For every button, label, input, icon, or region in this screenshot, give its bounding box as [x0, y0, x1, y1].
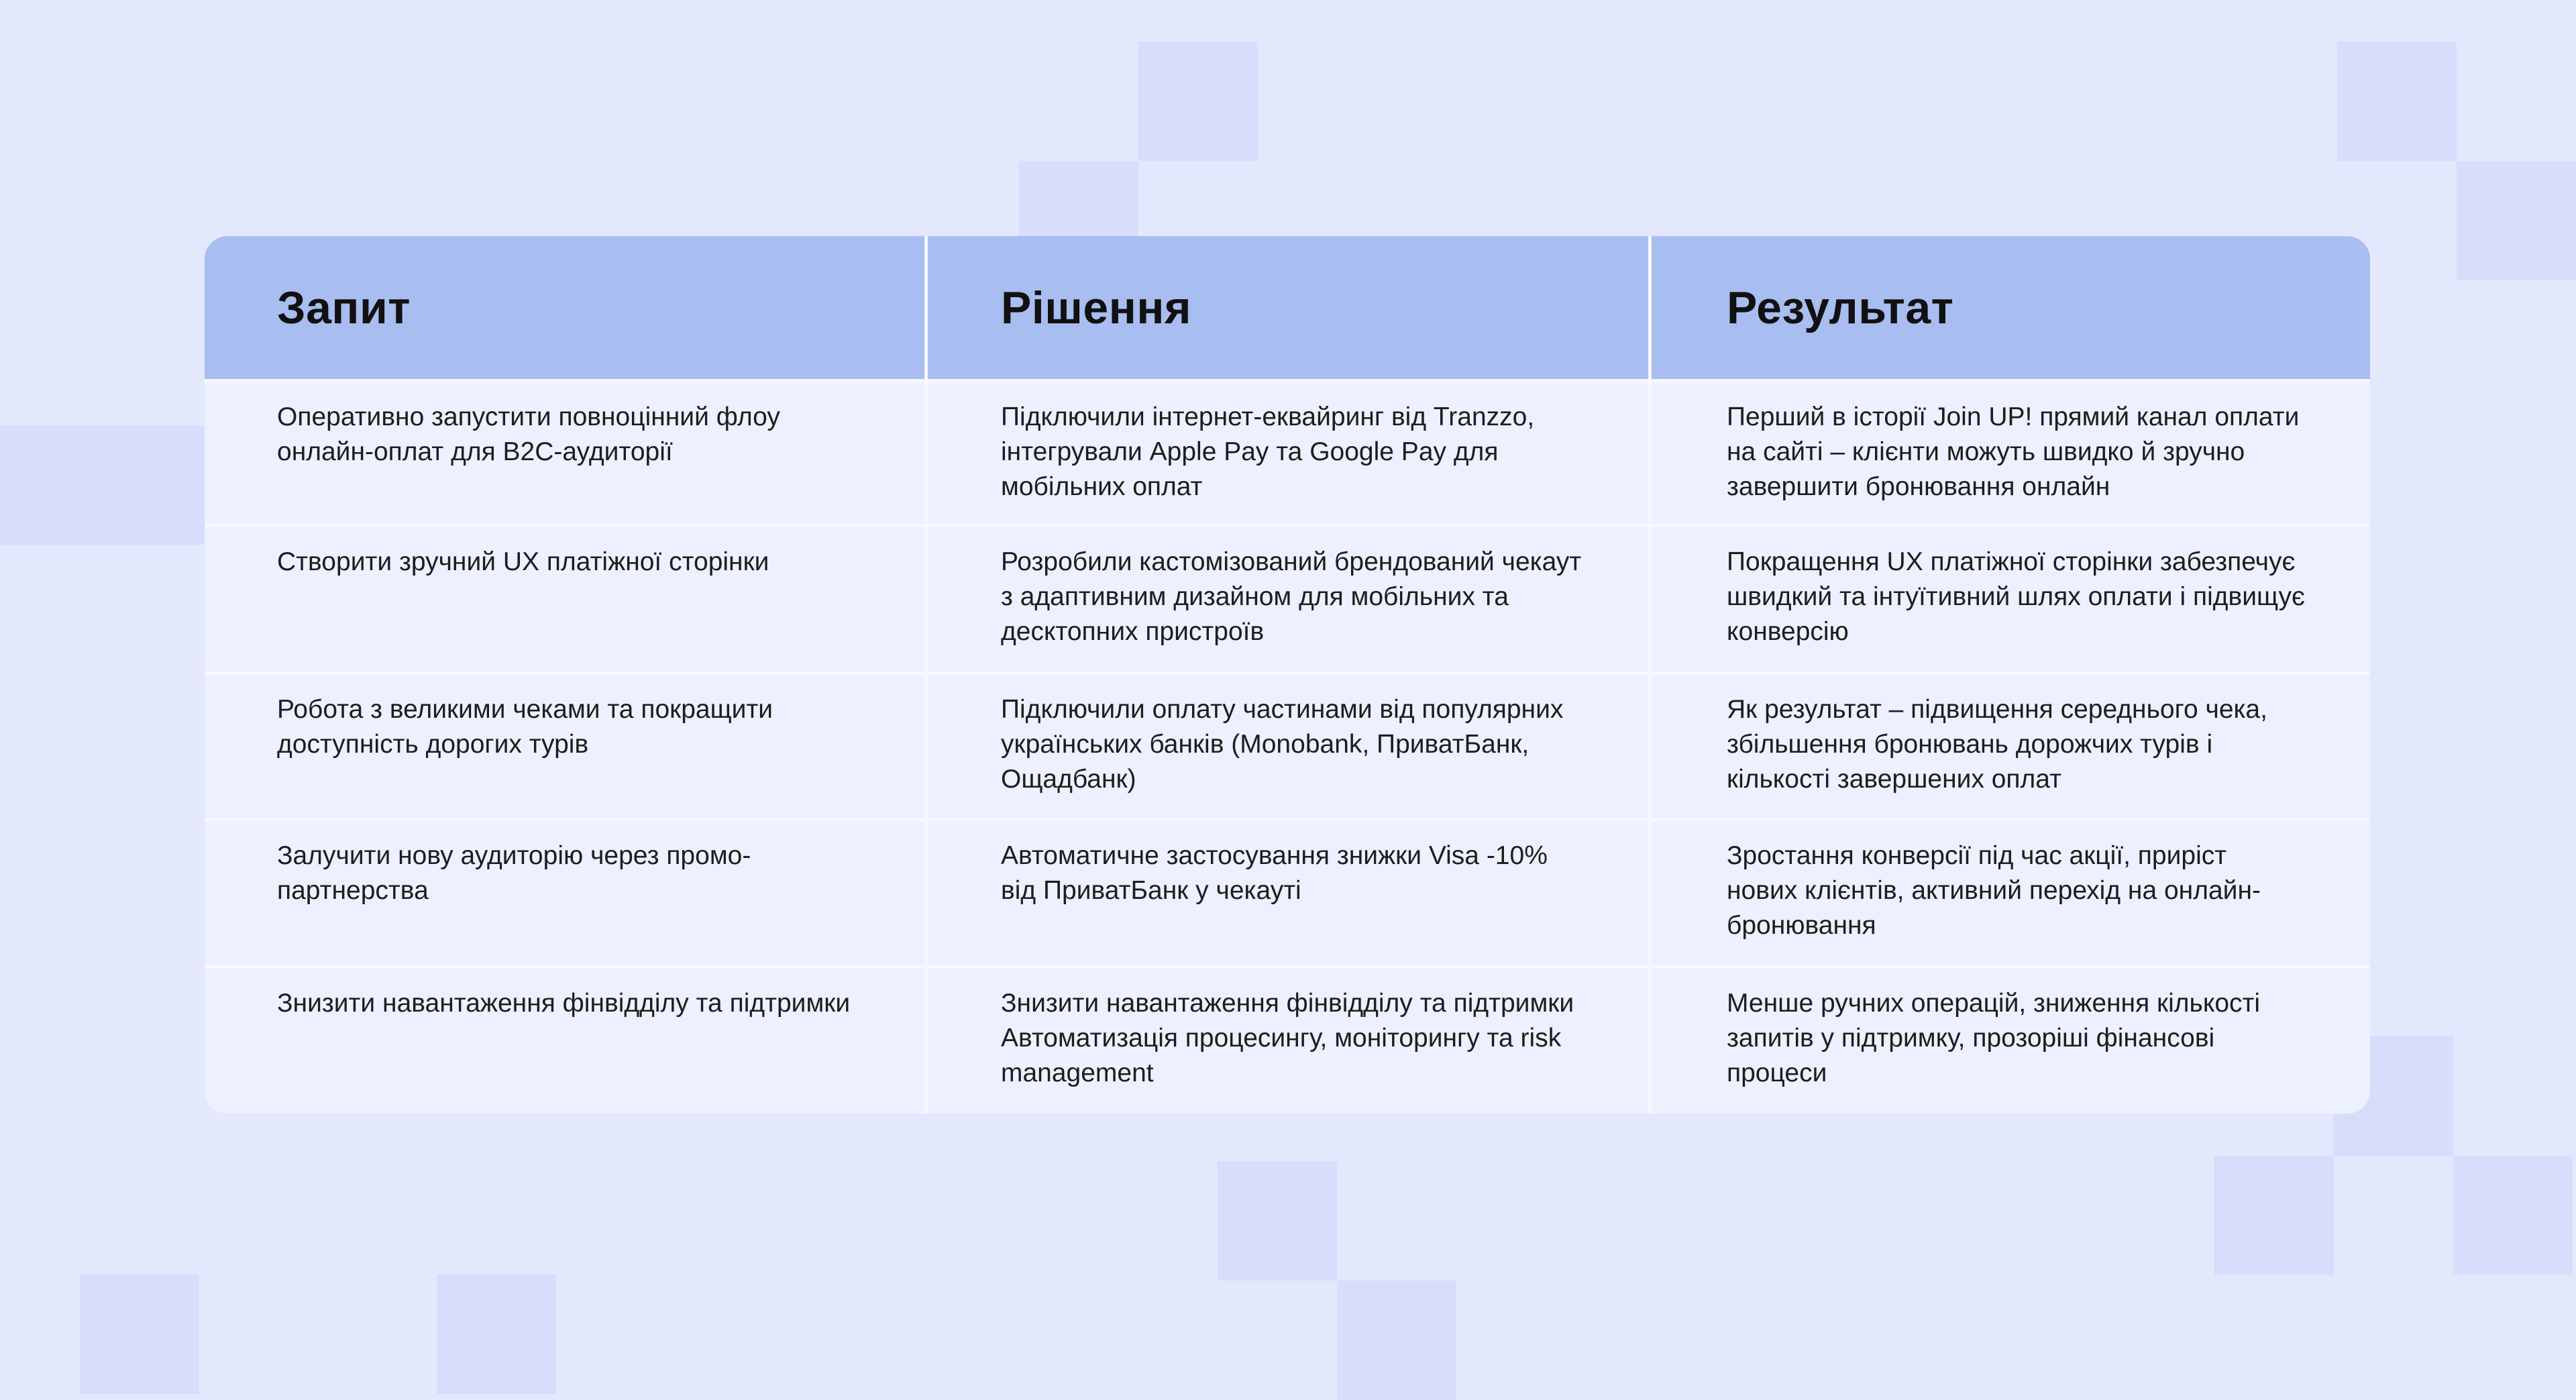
table-cell [928, 527, 1652, 675]
table-cell [205, 821, 928, 969]
table-cell [928, 969, 1652, 1114]
request-text: Створити зручний UX платіжної сторінки [277, 547, 769, 576]
result-text: Менше ручних операцій, зниження кількості запитів у підтримку, прозоріші фінансові процеси [1727, 989, 2261, 1087]
solution-text: Знизити навантаження фінвідділу та підтримки Автоматизація процесингу, моніторингу та risk management [1001, 989, 1574, 1087]
header-result: Результат [1727, 282, 1954, 333]
result-text: Перший в історії Join UP! прямий канал оплати на сайті – клієнти можуть швидко й зручно завершити бронювання онлайн [1727, 402, 2300, 501]
header-cell-solution [928, 236, 1652, 382]
request-text: Залучити нову аудиторію через промо- партнерства [277, 841, 751, 905]
decor-square [1138, 42, 1258, 161]
table-cell [205, 382, 928, 527]
header-request: Запит [277, 282, 411, 333]
table-cell [205, 675, 928, 821]
decor-square [2457, 161, 2576, 280]
table-cell [1652, 675, 2370, 821]
table-cell [1652, 382, 2370, 527]
result-text: Покращення UX платіжної сторінки забезпечує швидкий та інтуїтивний шлях оплати і підвищує конверсію [1727, 547, 2305, 646]
table-cell [928, 821, 1652, 969]
solution-text: Підключили інтернет-еквайринг від Tranzzo, інтегрували Apple Pay та Google Pay для мобільних оплат [1001, 402, 1535, 501]
decor-square [80, 1275, 199, 1394]
solution-text: Автоматичне застосування знижки Visa -10% від ПриватБанк у чекауті [1001, 841, 1548, 905]
table-cell [205, 527, 928, 675]
header-cell-result [1652, 236, 2370, 382]
decor-square [1218, 1161, 1337, 1281]
request-text: Знизити навантаження фінвідділу та підтримки [277, 989, 851, 1018]
table-cell [1652, 527, 2370, 675]
decor-square [2214, 1156, 2334, 1275]
header-cell-request [205, 236, 928, 382]
header-solution: Рішення [1001, 282, 1192, 333]
request-text: Оперативно запустити повноцінний флоу онлайн-оплат для B2C-аудиторії [277, 402, 780, 466]
decor-square [2453, 1156, 2573, 1275]
decor-square [0, 425, 119, 545]
table-cell [1652, 821, 2370, 969]
request-text: Робота з великими чеками та покращити доступність дорогих турів [277, 695, 773, 759]
table-cell [1652, 969, 2370, 1114]
result-text: Зростання конверсії під час акції, приріст нових клієнтів, активний перехід на онлайн- бронювання [1727, 841, 2261, 940]
comparison-table [205, 236, 2370, 1114]
result-text: Як результат – підвищення середнього чека, збільшення бронювань дорожчих турів і кількості завершених оплат [1727, 695, 2267, 794]
table-cell [205, 969, 928, 1114]
solution-text: Підключили оплату частинами від популярних українських банків (Monobank, ПриватБанк, Ощадбанк) [1001, 695, 1564, 794]
decor-square [2337, 42, 2457, 161]
decor-square [437, 1275, 556, 1394]
decor-square [1337, 1281, 1456, 1400]
solution-text: Розробили кастомізований брендований чекаут з адаптивним дизайном для мобільних та десктопних пристроїв [1001, 547, 1582, 646]
table-cell [928, 382, 1652, 527]
table-cell [928, 675, 1652, 821]
